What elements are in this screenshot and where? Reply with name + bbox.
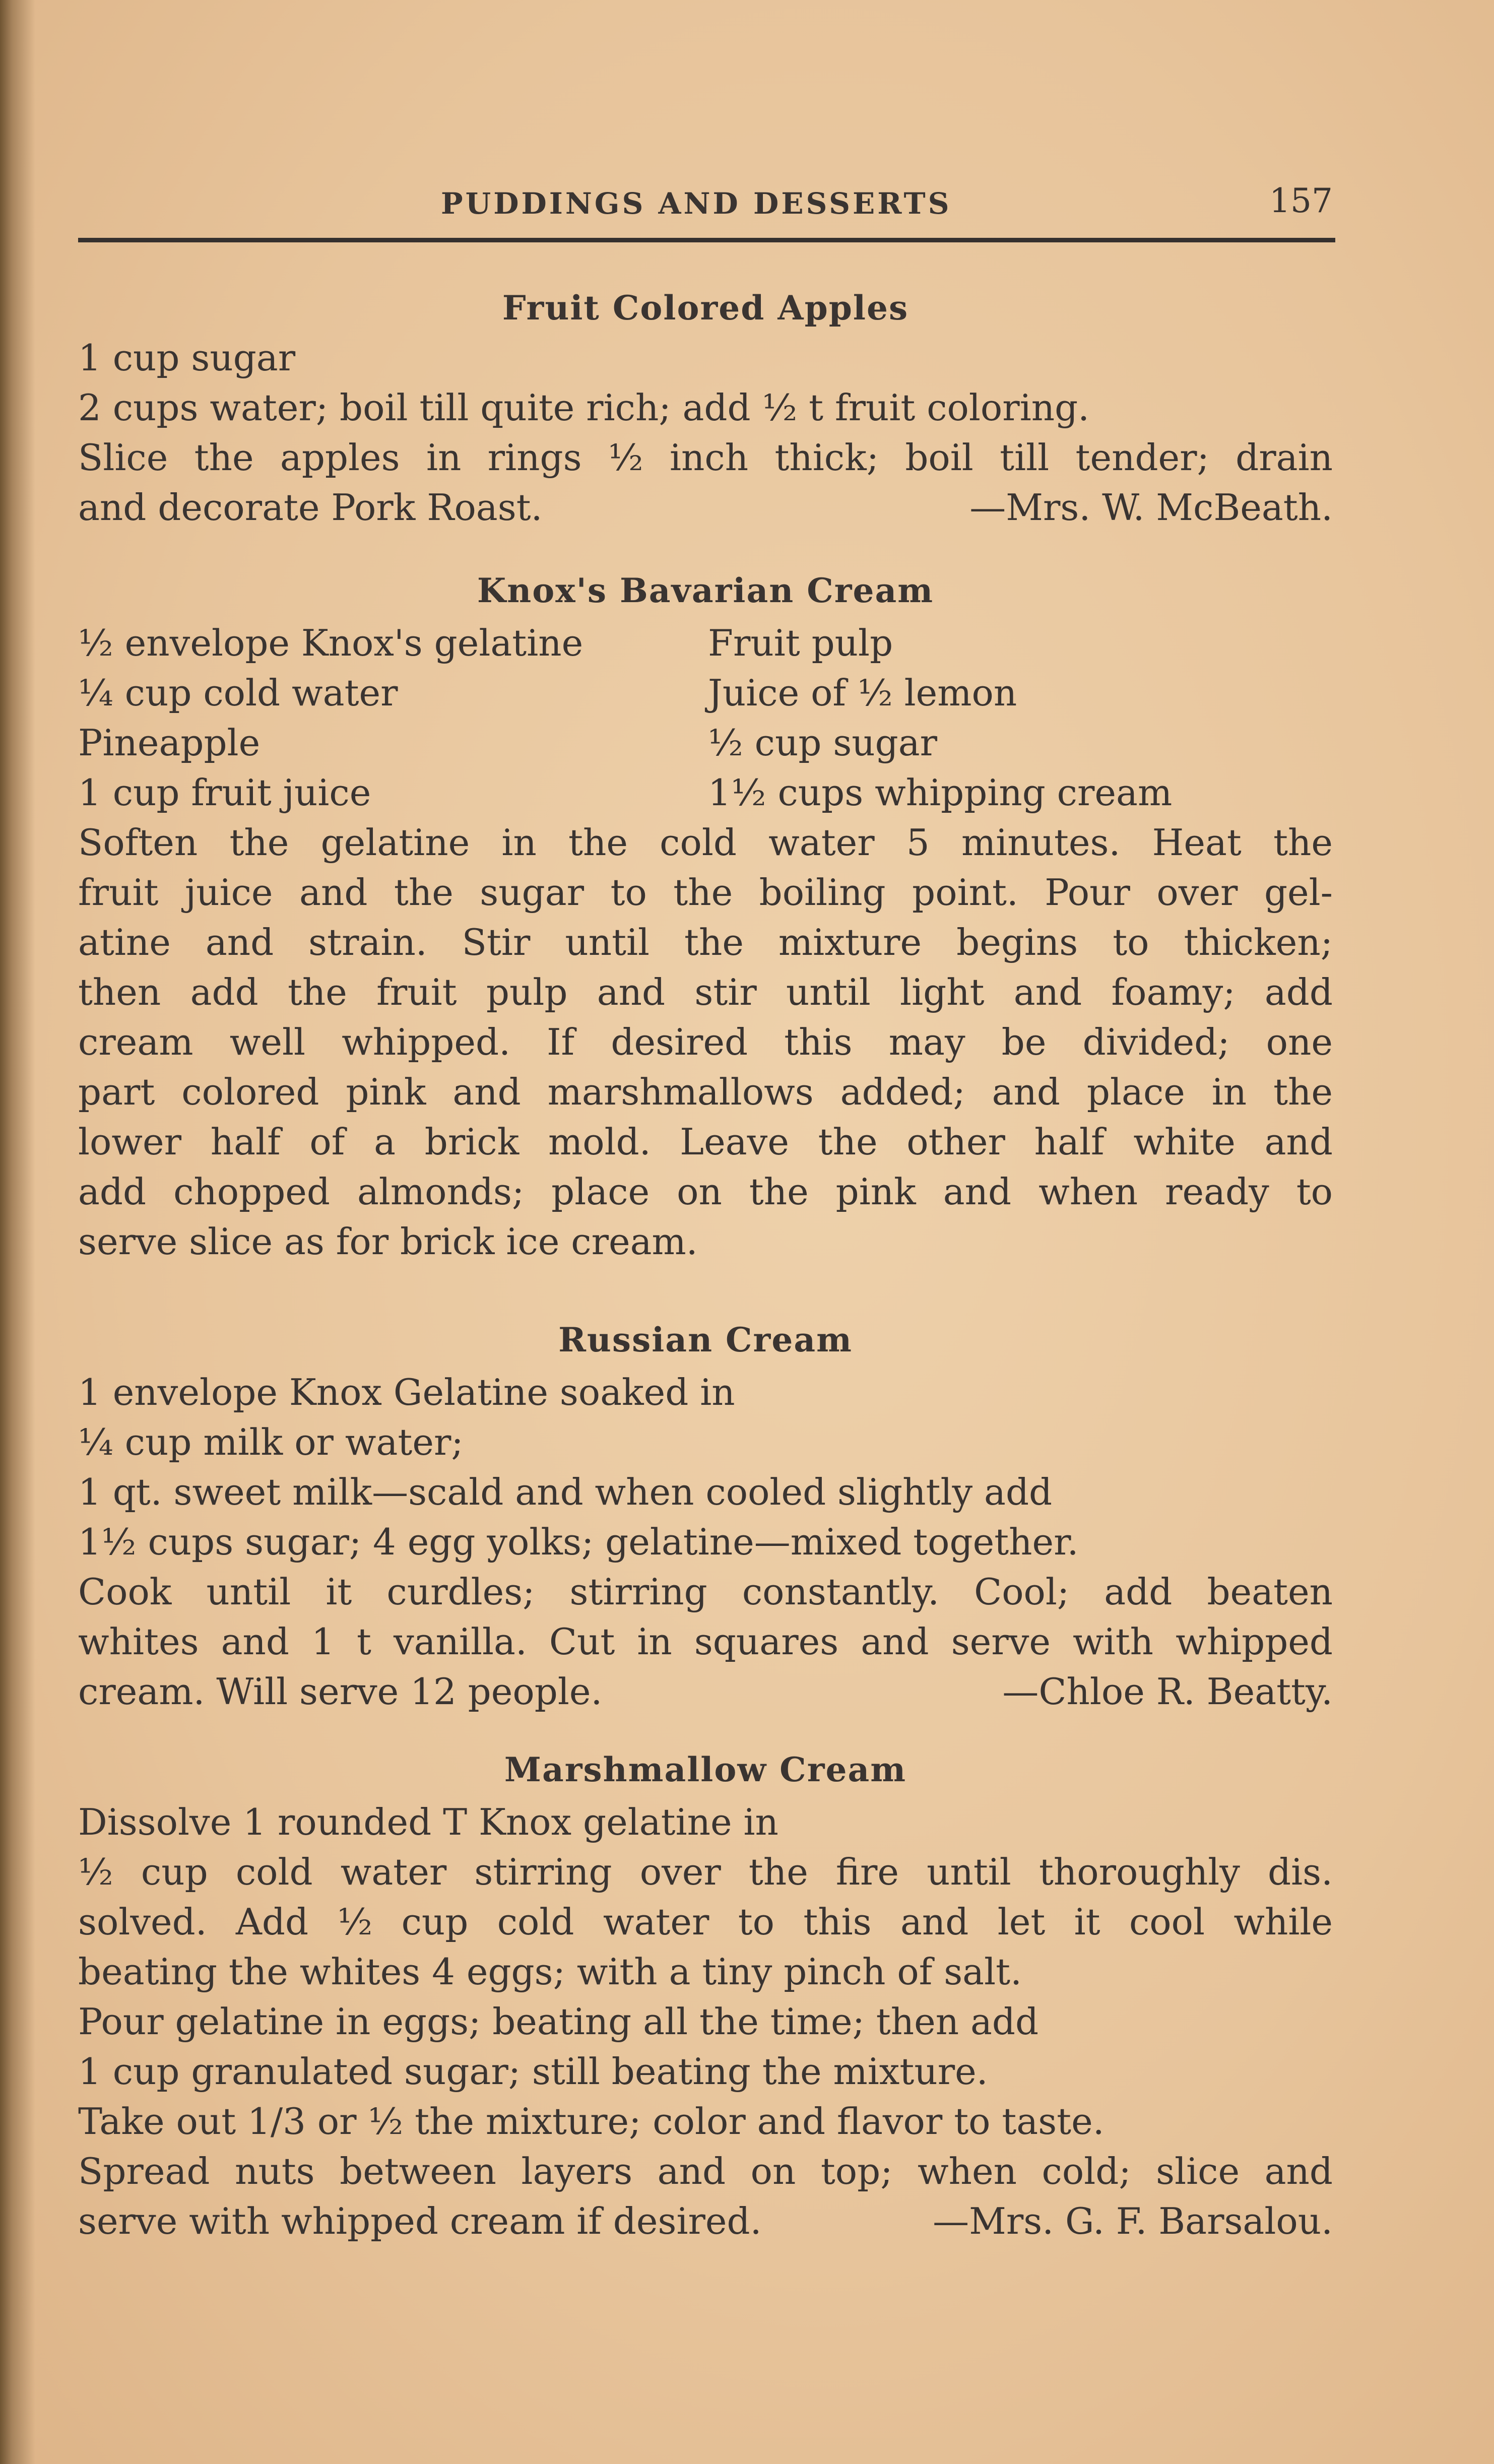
ingredient-columns	[78, 618, 1333, 818]
recipe-title: Knox's Bavarian Cream	[477, 571, 934, 610]
recipe-line: serve slice as for brick ice cream.	[78, 1220, 698, 1263]
recipe-line: beating the whites 4 eggs; with a tiny pinch of salt.	[78, 1951, 1022, 1993]
recipe-line: Pour gelatine in eggs; beating all the time; then add	[78, 2000, 1039, 2043]
recipe-line: solved. Add ½ cup cold water to this and let it cool while	[78, 1901, 1333, 1943]
book-spine-shadow	[0, 0, 35, 2464]
ingredient-item: Pineapple	[78, 722, 261, 764]
recipe-line: ½ cup cold water stirring over the fire until thoroughly dis.	[78, 1851, 1333, 1893]
recipe-title: Marshmallow Cream	[504, 1750, 907, 1789]
ingredient-item: ½ envelope Knox's gelatine	[78, 622, 583, 664]
recipe-line: Cook until it curdles; stirring constantly. Cool; add beaten	[78, 1571, 1333, 1613]
ingredient-item: Fruit pulp	[708, 622, 893, 664]
recipe-line: and decorate Pork Roast.	[78, 486, 543, 529]
recipe-line: Dissolve 1 rounded T Knox gelatine in	[78, 1801, 778, 1843]
recipe-line: Slice the apples in rings ½ inch thick; boil till tender; drain	[78, 436, 1333, 479]
recipe-credit: —Mrs. W. McBeath.	[969, 486, 1333, 529]
recipe-russian-cream	[78, 1312, 1333, 1717]
recipe-line: Soften the gelatine in the cold water 5 minutes. Heat the	[78, 821, 1333, 864]
recipe-line: 1½ cups sugar; 4 egg yolks; gelatine—mixed together.	[78, 1521, 1079, 1563]
recipe-fruit-colored-apples	[78, 283, 1333, 533]
recipe-line-with-credit	[78, 483, 1333, 533]
page-header	[78, 181, 1333, 232]
running-title: PUDDINGS AND DESSERTS	[441, 186, 952, 221]
recipe-line: add chopped almonds; place on the pink and when ready to	[78, 1171, 1333, 1213]
recipe-title: Fruit Colored Apples	[502, 288, 909, 328]
ingredient-item: 1 cup fruit juice	[78, 771, 371, 814]
recipe-line: lower half of a brick mold. Leave the other half white and	[78, 1121, 1333, 1163]
recipe-marshmallow-cream	[78, 1742, 1333, 2246]
page-number: 157	[1269, 181, 1333, 220]
recipe-line: 1 cup granulated sugar; still beating the mixture.	[78, 2050, 988, 2093]
recipe-credit: —Mrs. G. F. Barsalou.	[933, 2200, 1333, 2242]
book-page	[78, 181, 1333, 2246]
recipe-line: part colored pink and marshmallows added; and place in the	[78, 1071, 1333, 1113]
recipe-line: 2 cups water; boil till quite rich; add ½ t fruit coloring.	[78, 386, 1090, 429]
recipe-knoxs-bavarian-cream	[78, 563, 1333, 1267]
recipe-line: cream well whipped. If desired this may be divided; one	[78, 1021, 1333, 1063]
recipe-line: 1 envelope Knox Gelatine soaked in	[78, 1371, 735, 1413]
recipe-line: Take out 1/3 or ½ the mixture; color and flavor to taste.	[78, 2100, 1105, 2143]
recipe-line: 1 cup sugar	[78, 337, 296, 379]
header-rule	[78, 238, 1335, 242]
recipe-credit: —Chloe R. Beatty.	[1002, 1670, 1333, 1713]
recipe-line: ¼ cup milk or water;	[78, 1421, 464, 1463]
recipe-line: Spread nuts between layers and on top; when cold; slice and	[78, 2150, 1333, 2192]
ingredients-right	[708, 618, 1333, 818]
recipe-line-with-credit	[78, 1667, 1333, 1717]
recipe-line: fruit juice and the sugar to the boiling point. Pour over gel-	[78, 871, 1333, 914]
ingredient-item: ½ cup sugar	[708, 722, 938, 764]
ingredient-item: ¼ cup cold water	[78, 672, 398, 714]
ingredient-item: 1½ cups whipping cream	[708, 771, 1173, 814]
recipe-line-with-credit	[78, 2196, 1333, 2246]
recipe-line: serve with whipped cream if desired.	[78, 2200, 762, 2242]
recipe-line: cream. Will serve 12 people.	[78, 1670, 603, 1713]
recipe-line: 1 qt. sweet milk—scald and when cooled slightly add	[78, 1471, 1053, 1513]
recipe-line: whites and 1 t vanilla. Cut in squares and serve with whipped	[78, 1620, 1333, 1663]
ingredient-item: Juice of ½ lemon	[708, 672, 1017, 714]
recipe-line: atine and strain. Stir until the mixture begins to thicken;	[78, 921, 1333, 963]
recipe-line: then add the fruit pulp and stir until light and foamy; add	[78, 971, 1333, 1013]
ingredients-left	[78, 618, 708, 818]
recipe-title: Russian Cream	[558, 1320, 853, 1359]
